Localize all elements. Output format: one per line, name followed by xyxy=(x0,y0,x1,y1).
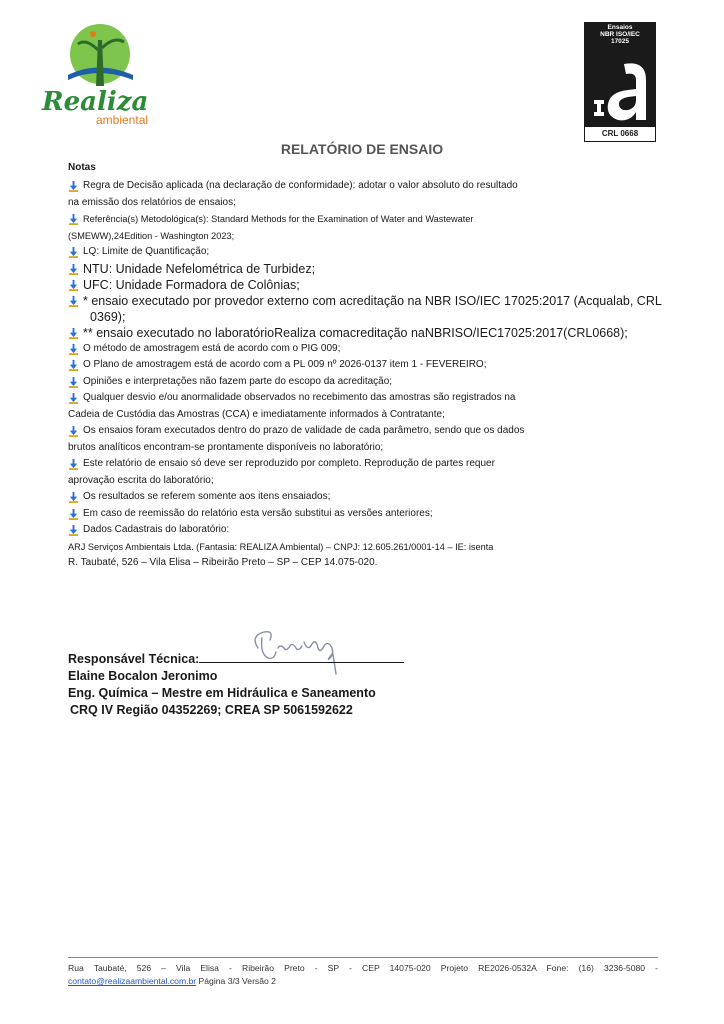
note-lq xyxy=(68,244,668,261)
accreditation-seal xyxy=(584,22,656,142)
seal-line1: Ensaios xyxy=(607,24,633,31)
note-text: O Plano de amostragem está de acordo com a PL 009 nº 2026-0137 item 1 - FEVEREIRO; xyxy=(83,359,487,370)
arrow-down-bullet-icon xyxy=(68,426,79,437)
note-continuation: aprovação escrita do laboratório; xyxy=(68,474,214,486)
arrow-down-bullet-icon xyxy=(68,459,79,470)
realiza-ambiental-logo xyxy=(38,20,158,132)
note-text-wrap: 0369); xyxy=(90,309,126,324)
note-text: UFC: Unidade Formadora de Colônias; xyxy=(83,277,300,292)
footer-email-link[interactable]: contato@realizaambiental.com.br xyxy=(68,976,197,986)
note-reissue xyxy=(68,506,668,523)
notes-section xyxy=(68,162,668,571)
footer xyxy=(68,962,658,988)
signature-line xyxy=(199,650,404,663)
note-text: Dados Cadastrais do laboratório: xyxy=(83,524,230,535)
arrow-down-bullet-icon xyxy=(68,296,79,307)
note-ufc xyxy=(68,277,668,293)
note-continuation: brutos analíticos encontram-se prontamente disponíveis no laboratório; xyxy=(68,441,384,453)
note-external-provider xyxy=(68,293,668,325)
note-results-scope xyxy=(68,489,668,506)
note-decision-rule xyxy=(68,178,668,195)
arrow-down-bullet-icon xyxy=(68,525,79,536)
note-text: Regra de Decisão aplicada (na declaração de conformidade): adotar o valor absoluto do resultado xyxy=(83,180,518,191)
seal-line2: NBR ISO/IEC xyxy=(600,31,640,38)
responsible-name: Elaine Bocalon Jeronimo xyxy=(68,669,218,683)
logo-brand-text: Realiza xyxy=(42,87,149,117)
footer-divider xyxy=(68,957,658,958)
note-opinions xyxy=(68,374,668,391)
lab-company-info: ARJ Serviços Ambientais Ltda. (Fantasia: REALIZA Ambiental) – CNPJ: 12.605.261/0001-14 – IE: isenta xyxy=(68,541,494,552)
note-reproduction xyxy=(68,456,668,473)
seal-panel xyxy=(584,22,656,126)
footer-address: Rua Taubaté, 526 – Vila Elisa - Ribeirão Preto - SP - CEP 14075-020 Projeto RE2026-0532A Fone: (16) 3236-5080 - xyxy=(68,963,658,973)
arrow-down-bullet-icon xyxy=(68,280,79,291)
note-text: Os resultados se referem somente aos itens ensaiados; xyxy=(83,491,331,502)
footer-line2 xyxy=(68,975,658,988)
note-text: Em caso de reemissão do relatório esta versão substitui as versões anteriores; xyxy=(83,507,433,519)
responsible-degree: Eng. Química – Mestre em Hidráulica e Saneamento xyxy=(68,686,376,700)
page-title: RELATÓRIO DE ENSAIO xyxy=(280,141,444,157)
note-internal-lab xyxy=(68,325,668,341)
arrow-down-bullet-icon xyxy=(68,393,79,404)
note-continuation: (SMEWW),24Edition - Washington 2023; xyxy=(68,230,235,241)
note-text: * ensaio executado por provedor externo com acreditação na NBR ISO/IEC 17025:2017 (Acqualab, CRL xyxy=(83,293,662,308)
note-text: Qualquer desvio e/ou anormalidade observados no recebimento das amostras são registrados na xyxy=(83,392,516,403)
responsible-label-row xyxy=(68,650,404,668)
note-text: Referência(s) Metodológica(s): Standard Methods for the Examination of Water and Wastewater xyxy=(83,214,474,224)
arrow-down-bullet-icon xyxy=(68,181,79,192)
arrow-down-bullet-icon xyxy=(68,377,79,388)
arrow-down-bullet-icon xyxy=(68,360,79,371)
footer-page-info: Página 3/3 Versão 2 xyxy=(198,976,276,986)
responsible-label: Responsável Técnica: xyxy=(68,652,200,666)
note-text: NTU: Unidade Nefelométrica de Turbidez; xyxy=(83,261,316,276)
arrow-down-bullet-icon xyxy=(68,247,79,258)
lab-address: R. Taubaté, 526 – Vila Elisa – Ribeirão Preto – SP – CEP 14.075-020. xyxy=(68,556,378,568)
note-lab-data xyxy=(68,522,668,539)
note-ntu xyxy=(68,261,668,277)
notes-label: Notas xyxy=(68,162,96,173)
note-text: Os ensaios foram executados dentro do prazo de validade de cada parâmetro, sendo que os dados xyxy=(83,425,525,436)
seal-crl-label: CRL 0668 xyxy=(584,126,656,142)
note-sampling-plan xyxy=(68,357,668,374)
logo-sub-text: ambiental xyxy=(96,113,149,127)
note-text: O método de amostragem está de acordo com o PIG 009; xyxy=(83,342,341,354)
arrow-down-bullet-icon xyxy=(68,214,79,225)
note-text: Este relatório de ensaio só deve ser reproduzido por completo. Reprodução de partes requer xyxy=(83,458,495,469)
arrow-down-bullet-icon xyxy=(68,344,79,355)
note-text: Opiniões e interpretações não fazem parte do escopo da acreditação; xyxy=(83,375,393,387)
arrow-down-bullet-icon xyxy=(68,328,79,339)
note-sampling-method xyxy=(68,341,668,358)
note-deviations xyxy=(68,390,668,407)
seal-a-mark-icon xyxy=(584,44,656,126)
seal-line3: 17025 xyxy=(610,38,630,45)
note-continuation: na emissão dos relatórios de ensaios; xyxy=(68,196,236,208)
note-methodology xyxy=(68,211,668,228)
note-continuation: Cadeia de Custódia das Amostras (CCA) e imediatamente informados à Contratante; xyxy=(68,408,445,420)
note-text: ** ensaio executado no laboratórioRealiza comacreditação naNBRISO/IEC17025:2017(CRL0668); xyxy=(83,325,628,340)
arrow-down-bullet-icon xyxy=(68,264,79,275)
note-text: LQ: Limite de Quantificação; xyxy=(83,246,210,257)
responsible-block xyxy=(68,650,404,719)
arrow-down-bullet-icon xyxy=(68,509,79,520)
note-validity xyxy=(68,423,668,440)
responsible-registry: CRQ IV Região 04352269; CREA SP 5061592622 xyxy=(70,703,353,717)
arrow-down-bullet-icon xyxy=(68,492,79,503)
